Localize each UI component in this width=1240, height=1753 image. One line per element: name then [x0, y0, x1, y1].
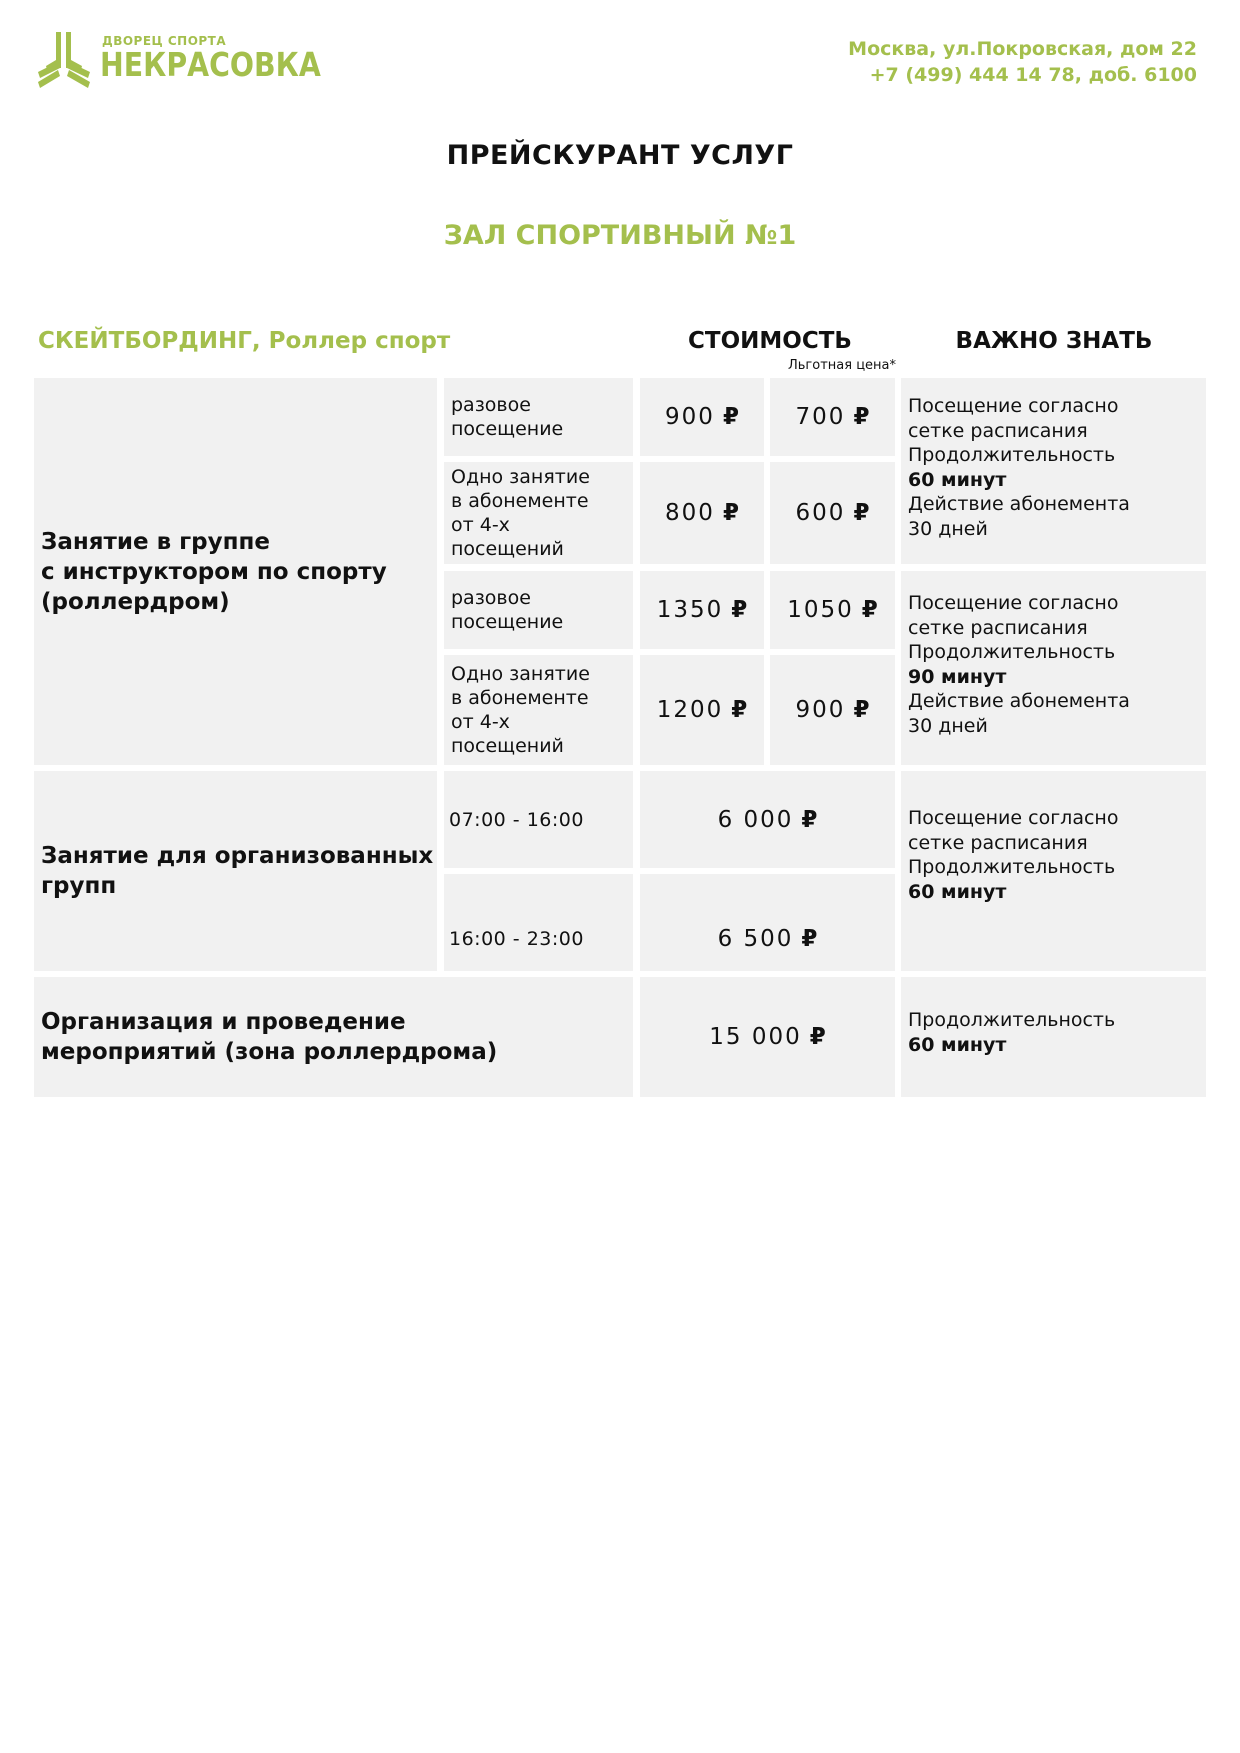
- info-line: сетке расписания: [908, 419, 1088, 442]
- price-cell: [640, 462, 764, 564]
- info-line: Посещение согласно: [908, 592, 1119, 614]
- info-line: Продолжительность: [908, 1009, 1116, 1031]
- column-header-info: ВАЖНО ЗНАТЬ: [955, 328, 1153, 354]
- ruble-icon: ₽: [731, 697, 748, 723]
- document-title: ПРЕЙСКУРАНТ УСЛУГ: [446, 140, 794, 171]
- discount-price-cell: [770, 655, 895, 765]
- duration: 60 минут: [908, 1033, 1007, 1056]
- visit-type: разовое посещение: [444, 571, 633, 649]
- logo-mark-icon: [38, 32, 90, 88]
- info-line: Продолжительность: [908, 444, 1116, 466]
- discount-note: Льготная цена*: [788, 358, 897, 373]
- price-cell: [640, 378, 764, 456]
- discount-price-cell: [770, 571, 895, 649]
- ruble-icon: ₽: [809, 1024, 826, 1050]
- info-line: сетке расписания: [908, 616, 1088, 639]
- ruble-icon: ₽: [722, 404, 739, 430]
- ruble-icon: ₽: [722, 500, 739, 526]
- service-name-line: мероприятий (зона роллердрома): [41, 1039, 498, 1065]
- service-name: [34, 977, 633, 1097]
- ruble-icon: ₽: [853, 500, 870, 526]
- logo-small-text: ДВОРЕЦ СПОРТА: [102, 34, 227, 48]
- logo: [38, 32, 321, 90]
- service-name: [34, 378, 437, 765]
- visit-type: разовое посещение: [444, 378, 633, 456]
- logo-big-text: НЕКРАСОВКА: [100, 45, 321, 84]
- price-value: 6 000: [717, 806, 794, 833]
- duration: 90 минут: [908, 665, 1007, 688]
- info-cell: [901, 378, 1206, 564]
- info-line: Продолжительность: [908, 856, 1116, 878]
- service-name-line: Организация и проведение: [41, 1009, 406, 1035]
- ruble-icon: ₽: [853, 404, 870, 430]
- ruble-icon: ₽: [801, 925, 818, 952]
- info-cell: [901, 771, 1206, 971]
- contacts: [848, 36, 1197, 88]
- info-line: Действие абонемента: [908, 690, 1130, 712]
- discount-price-value: 600: [795, 500, 846, 526]
- price-value: 1200: [656, 697, 724, 723]
- service-name: [34, 771, 437, 971]
- ruble-icon: ₽: [731, 597, 748, 623]
- price-cell: [640, 571, 764, 649]
- info-line: Продолжительность: [908, 641, 1116, 663]
- price-cell: [640, 655, 764, 765]
- info-line: сетке расписания: [908, 831, 1088, 854]
- visit-type: Одно занятие в абонементе от 4-х посещений: [444, 655, 633, 765]
- service-name-line: Занятие в группе: [41, 528, 270, 555]
- ruble-icon: ₽: [861, 597, 878, 623]
- time-range: 07:00 - 16:00: [444, 771, 633, 868]
- price-cell: [640, 771, 895, 868]
- service-name-line: групп: [41, 873, 117, 899]
- service-name-line: (роллердром): [41, 588, 230, 615]
- time-range: 16:00 - 23:00: [444, 874, 633, 971]
- duration: 60 минут: [908, 880, 1007, 903]
- duration: 60 минут: [908, 468, 1007, 491]
- visit-type: Одно занятие в абонементе от 4-х посещений: [444, 462, 633, 564]
- discount-price-cell: [770, 378, 895, 456]
- discount-price-value: 1050: [787, 597, 854, 623]
- service-name-line: с инструктором по спорту: [41, 558, 387, 585]
- service-name-line: Занятие для организованных: [41, 843, 434, 869]
- price-value: 6 500: [717, 925, 794, 952]
- section-title: СКЕЙТБОРДИНГ, Роллер спорт: [38, 328, 451, 354]
- discount-price-value: 900: [795, 697, 846, 723]
- hall-title: ЗАЛ СПОРТИВНЫЙ №1: [443, 220, 797, 251]
- address: Москва, ул.Покровская, дом 22: [848, 38, 1197, 60]
- column-header-cost: СТОИМОСТЬ: [688, 328, 852, 354]
- price-cell: [640, 977, 895, 1097]
- price-value: 1350: [656, 597, 724, 623]
- info-line: Посещение согласно: [908, 395, 1119, 417]
- price-value: 800: [665, 500, 715, 526]
- info-line: 30 дней: [908, 714, 988, 737]
- info-cell: [901, 977, 1206, 1097]
- phone: +7 (499) 444 14 78, доб. 6100: [869, 64, 1197, 86]
- price-cell: [640, 874, 895, 971]
- price-value: 900: [665, 404, 715, 430]
- info-line: 30 дней: [908, 517, 988, 540]
- discount-price-cell: [770, 462, 895, 564]
- discount-price-value: 700: [795, 404, 846, 430]
- price-value: 15 000: [709, 1024, 802, 1050]
- info-cell: [901, 571, 1206, 765]
- ruble-icon: ₽: [853, 697, 870, 723]
- info-line: Действие абонемента: [908, 493, 1130, 515]
- info-line: Посещение согласно: [908, 807, 1119, 829]
- ruble-icon: ₽: [801, 806, 818, 833]
